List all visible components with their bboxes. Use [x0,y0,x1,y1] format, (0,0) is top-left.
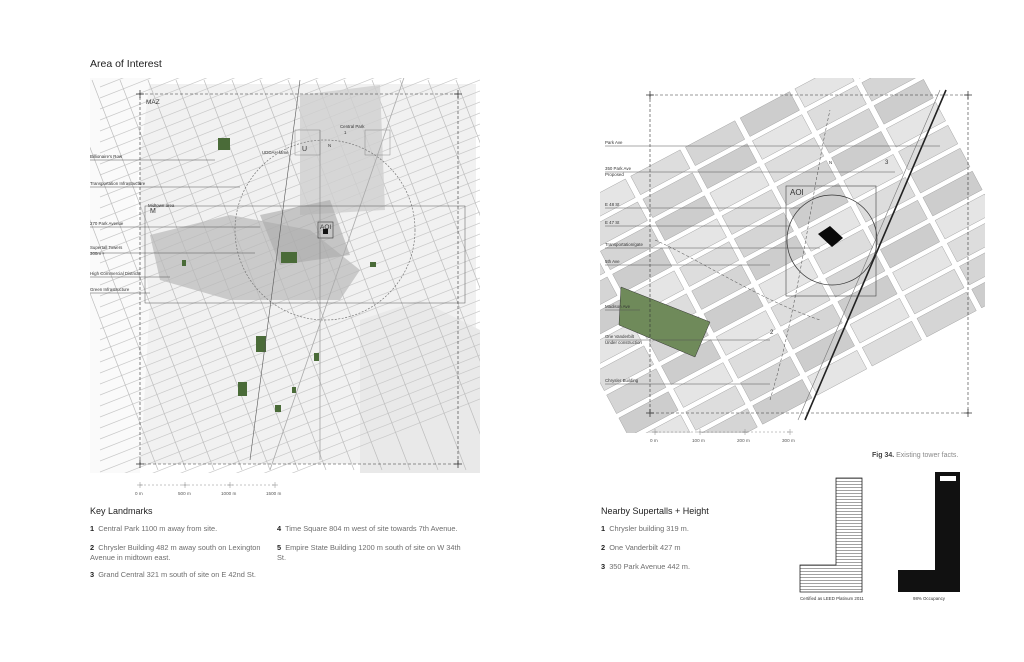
supertall-3: 3 350 Park Avenue 442 m. [601,562,690,571]
legend-5th-ave: 5th Ave [605,259,620,264]
map-number-3: 3 [885,160,889,166]
landmark-4: 4 Time Square 804 m west of site towards 7th Avenue. [277,524,458,533]
map-label-maz: MAZ [146,99,160,106]
map-aoi-right: AOI [790,188,804,197]
map-marker-u: U [302,146,308,153]
landmark-2: 2 Chrysler Building 482 m away south on Lexington Avenue in midtown east. [90,543,261,562]
landmark-3: 3 Grand Central 321 m south of site on E 42nd St. [90,570,256,579]
right-scale-1: 100 m [692,438,705,443]
legend-supertall: Supertall Towers [90,245,123,250]
map-small-label-1: 1 [344,130,347,135]
left-scale-2: 1000 m [221,491,237,496]
map-small-label-0: Central Park [340,124,365,129]
map-aoi-left: AOI [320,224,332,231]
right-scale-0: 0 m [650,438,658,443]
left-scale-0: 0 m [135,491,143,496]
supertall-2: 2 One Vanderbilt 427 m [601,543,681,552]
legend-transport-gate: Transportation/gate [605,242,643,247]
legend-commercial: High Commercial Districts [90,271,141,276]
legend-one-vanderbilt: One Vanderbilt [605,334,634,339]
area-of-interest-title: Area of Interest [90,58,162,70]
legend-270-park: 270 Park Avenue [90,221,124,226]
supertall-1: 1 Chrysler building 319 m. [601,524,689,533]
map-marker-m: M [150,208,156,215]
tower-label-leed: Certified as LEED Platinum 2011 [800,596,864,601]
landmark-5: 5 Empire State Building 1200 m south of site on W 34th St. [277,543,461,562]
legend-midtown: Midtown area [148,203,175,208]
left-scale-3: 1500 m [266,491,282,496]
tower-solid-icon [898,472,960,592]
legend-350-park: 350 Park Ave [605,166,632,171]
legend-transportation: Transportation Infrastructure [90,181,146,186]
map-north-right: N [829,160,833,165]
landmark-1: 1 Central Park 1100 m away from site. [90,524,218,533]
right-scale-2: 200 m [737,438,750,443]
legend-chrysler: Chrysler Building [605,378,639,383]
legend-e48: E 48 St [605,202,620,207]
map-small-label-2: UDDAH fame [262,150,289,155]
tower-label-occupancy: 98% Occupancy [913,596,945,601]
legend-under-construction: Under construction [605,340,642,345]
map-north-left: N [328,143,332,148]
tower-lined-icon [800,478,862,592]
supertalls-title: Nearby Supertalls + Height [601,506,709,516]
figure-caption: Fig 34. Existing tower facts. [872,452,959,459]
legend-park-ave: Park Ave [605,140,623,145]
right-scale-3: 300 m [782,438,795,443]
legend-proposed: Proposed [605,172,624,177]
legend-300m: 300m + [90,251,105,256]
legend-billionaires-row: Billionaire's Row [90,154,123,159]
left-scale-1: 500 m [178,491,191,496]
map-number-2: 2 [770,330,774,336]
key-landmarks-title: Key Landmarks [90,506,153,516]
legend-green: Green Infrastructure [90,287,130,292]
legend-e47: E 47 St [605,220,620,225]
legend-madison: Madison Ave [605,304,631,309]
